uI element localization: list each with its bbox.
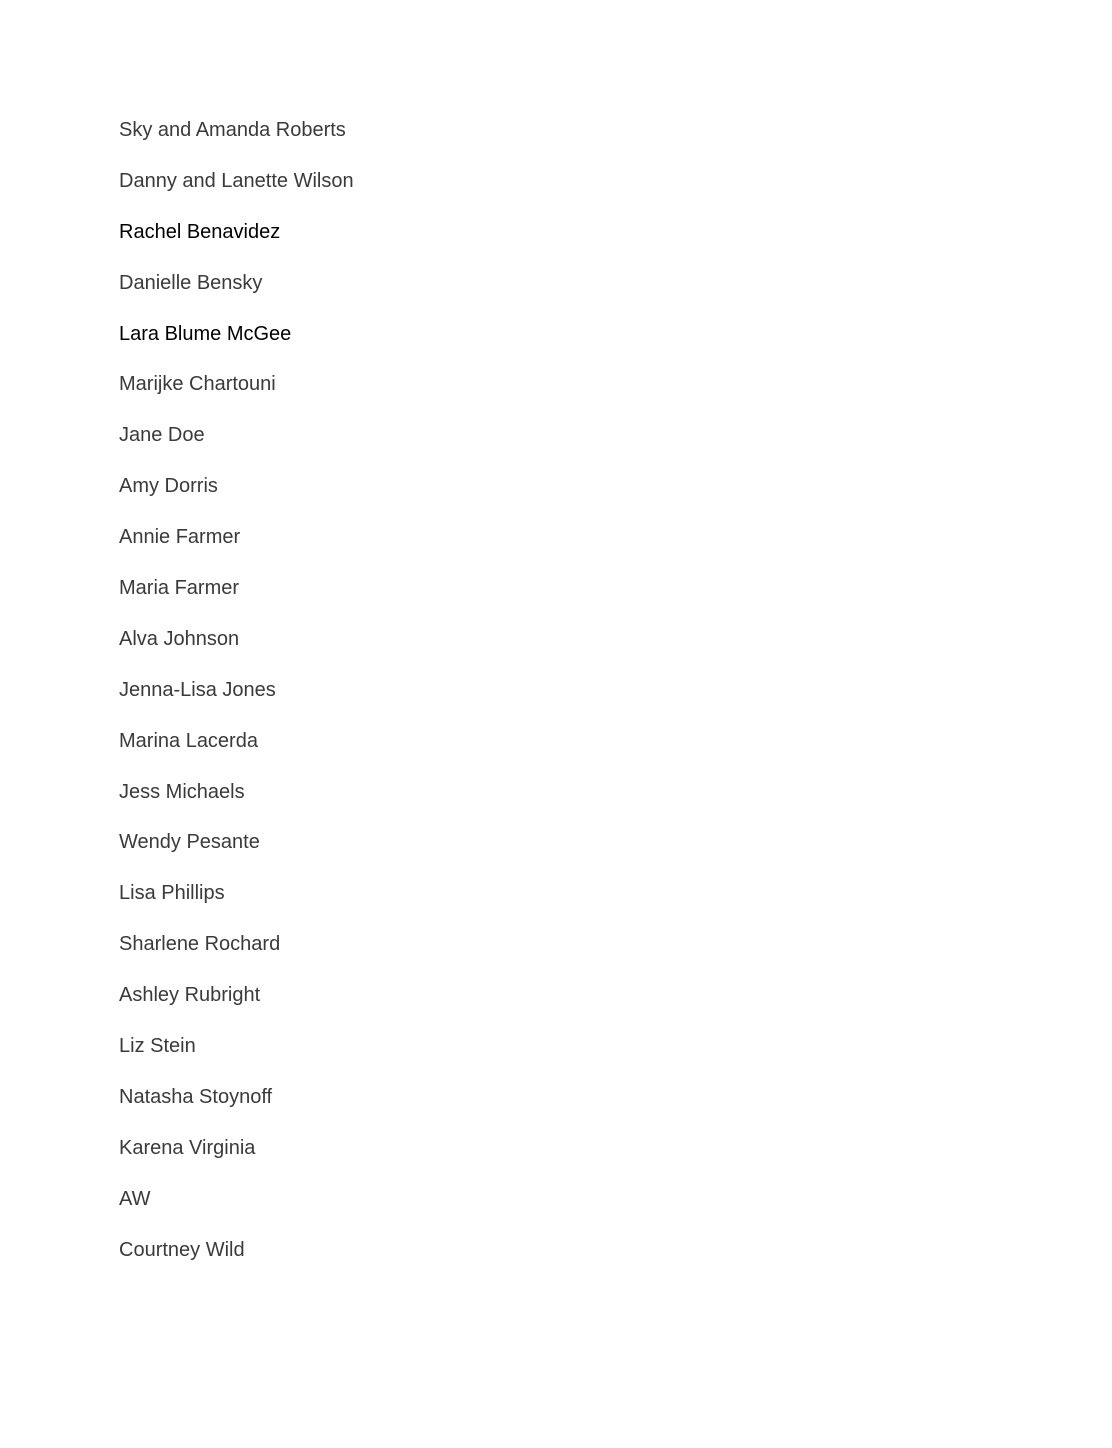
name-item: Karena Virginia <box>119 1136 256 1159</box>
name-item: Sharlene Rochard <box>119 933 281 956</box>
name-item: Maria Farmer <box>119 577 240 600</box>
name-item: Courtney Wild <box>119 1238 245 1261</box>
name-item: Danielle Bensky <box>119 271 263 294</box>
name-item: Lara Blume McGee <box>119 322 292 345</box>
name-item: Marina Lacerda <box>119 729 258 752</box>
name-item: Liz Stein <box>119 1035 196 1058</box>
name-item: Natasha Stoynoff <box>119 1085 273 1108</box>
name-item: Sky and Amanda Roberts <box>119 119 346 141</box>
name-item: AW <box>119 1187 151 1210</box>
name-item: Lisa Phillips <box>119 882 225 905</box>
name-item: Jess Michaels <box>119 780 245 803</box>
name-item: Danny and Lanette Wilson <box>119 169 354 192</box>
name-item: Wendy Pesante <box>119 831 260 854</box>
name-item: Jenna-Lisa Jones <box>119 678 276 701</box>
name-item: Ashley Rubright <box>119 984 261 1007</box>
name-item: Annie Farmer <box>119 526 241 549</box>
name-item: Alva Johnson <box>119 627 240 650</box>
name-item: Jane Doe <box>119 424 205 447</box>
name-list <box>119 116 354 1286</box>
name-item: Marijke Chartouni <box>119 373 276 396</box>
name-item: Rachel Benavidez <box>119 220 281 243</box>
name-item: Amy Dorris <box>119 475 218 498</box>
